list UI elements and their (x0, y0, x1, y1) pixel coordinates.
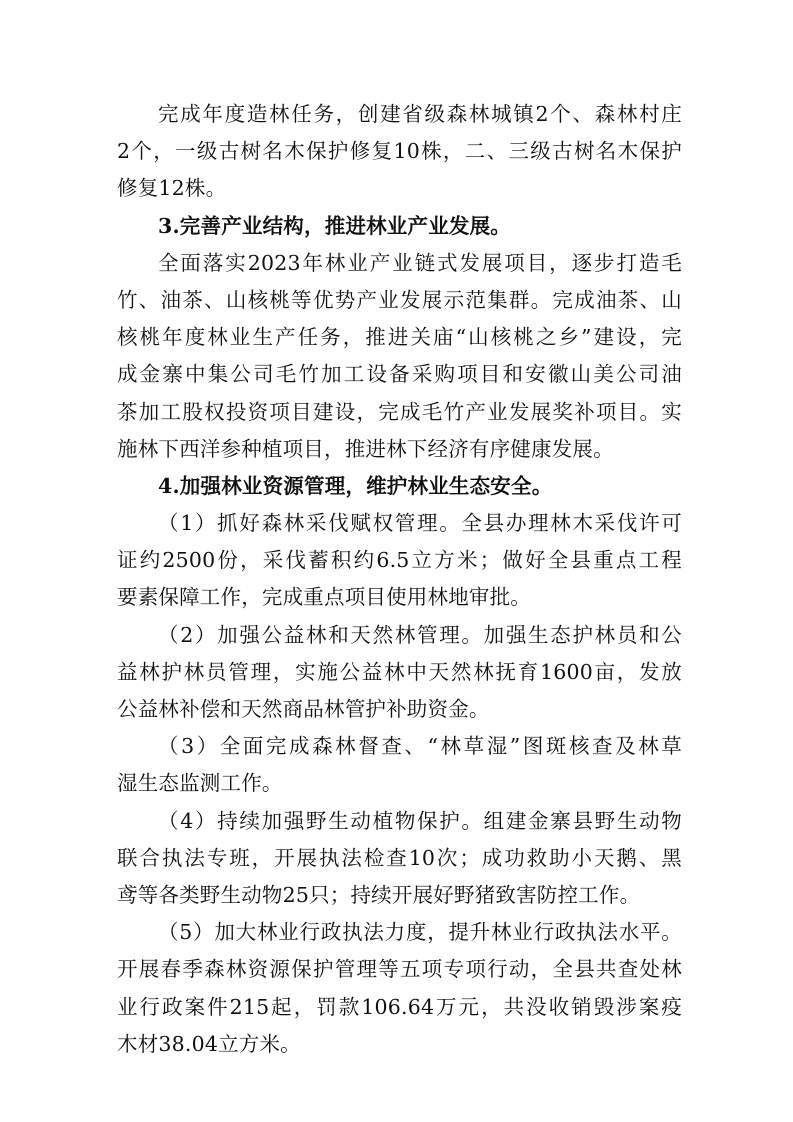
text-line: 修复12株。 (117, 176, 227, 201)
text-line: 茶加工股权投资项目建设，完成毛竹产业发展奖补项目。实 (117, 399, 682, 424)
text-line: 益林护林员管理，实施公益林中天然林抚育1600亩，发放 (117, 659, 682, 684)
paragraph (117, 914, 682, 1063)
document-page (117, 96, 682, 1063)
text-line: （5）加大林业行政执法力度，提升林业行政执法水平。 (158, 920, 682, 945)
text-line: （1）抓好森林采伐赋权管理。全县办理林木采伐许可 (158, 511, 682, 536)
paragraph (117, 96, 682, 208)
text-line: （3）全面完成森林督查、“林草湿”图斑核查及林草 (158, 734, 682, 759)
heading-line: 4.加强林业资源管理，维护林业生态安全。 (158, 473, 553, 498)
text-line: 核桃年度林业生产任务，推进关庙“山核桃之乡”建设，完 (117, 325, 682, 350)
paragraph (117, 617, 682, 729)
text-line: 竹、油茶、山核桃等优势产业发展示范集群。完成油茶、山 (117, 287, 682, 312)
text-line: 公益林补偿和天然商品林管护补助资金。 (117, 697, 490, 721)
text-line: 全面落实2023年林业产业链式发展项目，逐步打造毛 (158, 250, 682, 275)
section-heading (117, 208, 682, 245)
text-line: 证约2500份，采伐蓄积约6.5立方米；做好全县重点工程 (117, 548, 682, 573)
text-line: （4）持续加强野生动植物保护。组建金寨县野生动物 (158, 808, 682, 833)
text-line: 施林下西洋参种植项目，推进林下经济有序健康发展。 (117, 436, 614, 461)
text-line: 业行政案件215起，罚款106.64万元，共没收销毁涉案疫 (117, 994, 682, 1019)
text-line: 要素保障工作，完成重点项目使用林地审批。 (117, 585, 531, 610)
text-line: 湿生态监测工作。 (117, 771, 283, 796)
text-line: 完成年度造林任务，创建省级森林城镇2个、森林村庄 (158, 102, 682, 126)
heading-line: 3.完善产业结构，推进林业产业发展。 (158, 213, 511, 238)
paragraph (117, 728, 682, 802)
paragraph (117, 245, 682, 468)
text-line: （2）加强公益林和天然林管理。加强生态护林员和公 (158, 622, 682, 647)
paragraph (117, 803, 682, 915)
text-line: 鸢等各类野生动物25只；持续开展好野猪致害防控工作。 (117, 882, 641, 907)
text-line: 2个，一级古树名木保护修复10株，二、三级古树名木保护 (117, 139, 682, 164)
paragraph (117, 505, 682, 617)
section-heading (117, 468, 682, 505)
text-line: 开展春季森林资源保护管理等五项专项行动，全县共查处林 (117, 957, 682, 982)
text-line: 联合执法专班，开展执法检查10次；成功救助小天鹅、黑 (117, 845, 682, 870)
text-line: 木材38.04立方米。 (117, 1031, 301, 1056)
text-line: 成金寨中集公司毛竹加工设备采购项目和安徽山美公司油 (117, 362, 682, 387)
